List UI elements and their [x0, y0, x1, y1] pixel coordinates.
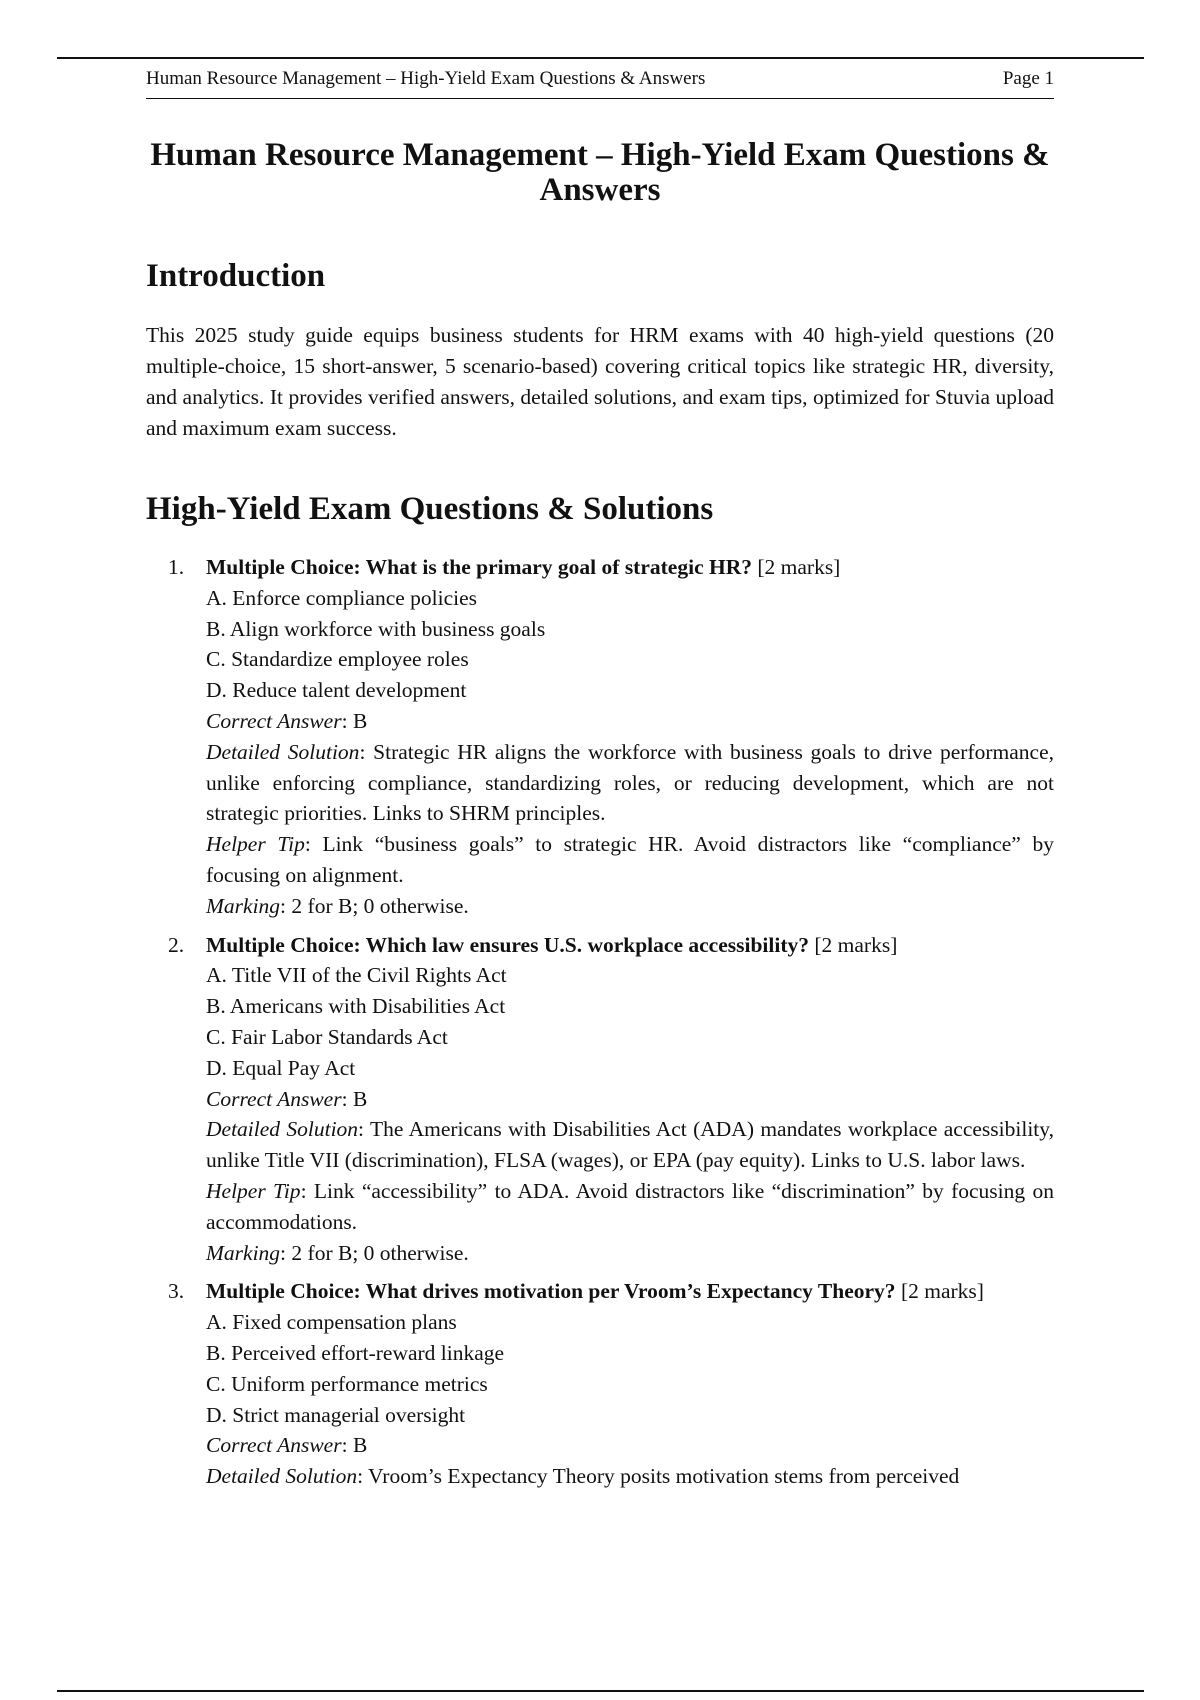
option-b: B. Americans with Disabilities Act: [206, 994, 506, 1019]
introduction-heading: Introduction: [146, 258, 326, 294]
correct-answer-value: B: [352, 1433, 368, 1458]
document-title: Human Resource Management – High-Yield Exam Questions & Answers: [150, 137, 1050, 208]
marking-label: Marking: [206, 893, 281, 918]
option-c: C. Uniform performance metrics: [206, 1371, 488, 1396]
correct-answer-line: Correct Answer: B: [206, 1086, 368, 1111]
tip-label: Helper Tip: [206, 832, 305, 857]
running-header: [146, 68, 1054, 99]
question-item: [146, 930, 1054, 1269]
marking-text: 2 for B; 0 otherwise.: [291, 1240, 469, 1265]
question-marks: [2 marks]: [814, 932, 898, 957]
introduction-paragraph: This 2025 study guide equips business students for HRM exams with 40 high-yield questions (20 multiple-choice, 15 short-answer, 5 scenario-based) covering critical topics like strategic HR, diversity, and analytics. It provides verified answers, detailed solutions, and exam tips, optimized for Stuvia upload and maximum exam success.: [146, 323, 1054, 440]
solution-label: Detailed Solution: [206, 739, 360, 764]
questions-section-heading: High-Yield Exam Questions & Solutions: [146, 491, 714, 527]
question-text: Multiple Choice: What drives motivation per Vroom’s Expectancy Theory?: [206, 1279, 896, 1304]
question-list: [146, 552, 1054, 1500]
tip-text: Link “business goals” to strategic HR. Avoid distractors like “compliance” by focusing on alignment.: [206, 832, 1054, 887]
top-rule: [57, 57, 1144, 59]
question-number: 1.: [168, 555, 185, 579]
option-c: C. Fair Labor Standards Act: [206, 1024, 448, 1049]
question-marks: [2 marks]: [757, 555, 841, 579]
marking-label: Marking: [206, 1240, 281, 1265]
marking-line: Marking: 2 for B; 0 otherwise.: [206, 1240, 469, 1265]
question-text: Multiple Choice: What is the primary goal of strategic HR?: [206, 555, 752, 579]
question-marks: [2 marks]: [900, 1279, 984, 1304]
option-d: D. Equal Pay Act: [206, 1055, 356, 1080]
option-a: A. Enforce compliance policies: [206, 585, 478, 610]
tip-text: Link “accessibility” to ADA. Avoid distractors like “discrimination” by focusing on accommodations.: [206, 1178, 1054, 1234]
correct-answer-label: Correct Answer: [206, 1086, 342, 1111]
tip-line: Helper Tip: Link “business goals” to strategic HR. Avoid distractors like “compliance” by focusing on alignment.: [206, 832, 1054, 887]
question-item: [146, 1276, 1054, 1492]
solution-line: Detailed Solution: Vroom’s Expectancy Theory posits motivation stems from perceived: [206, 1464, 960, 1489]
tip-label: Helper Tip: [206, 1178, 301, 1203]
option-a: A. Fixed compensation plans: [206, 1310, 457, 1335]
question-item: [146, 552, 1054, 922]
bottom-rule: [57, 1690, 1144, 1692]
question-text: Multiple Choice: Which law ensures U.S. workplace accessibility?: [206, 932, 809, 957]
correct-answer-line: Correct Answer: B: [206, 1433, 368, 1458]
running-title: Human Resource Management – High-Yield Exam Questions & Answers: [146, 68, 706, 89]
solution-line: Detailed Solution: The Americans with Disabilities Act (ADA) mandates workplace accessibility, unlike Title VII (discrimination), FLSA (wages), or EPA (pay equity). Links to U.S. labor laws.: [206, 1117, 1054, 1173]
option-d: D. Strict managerial oversight: [206, 1402, 466, 1427]
question-number: 3.: [168, 1279, 185, 1304]
correct-answer-value: B: [352, 708, 368, 733]
option-b: B. Perceived effort-reward linkage: [206, 1340, 505, 1365]
tip-line: Helper Tip: Link “accessibility” to ADA. Avoid distractors like “discrimination” by focusing on accommodations.: [206, 1178, 1054, 1234]
option-a: A. Title VII of the Civil Rights Act: [206, 963, 507, 988]
question-number: 2.: [168, 932, 185, 957]
option-b: B. Align workforce with business goals: [206, 616, 546, 641]
option-d: D. Reduce talent development: [206, 678, 467, 703]
solution-label: Detailed Solution: [206, 1464, 358, 1489]
marking-text: 2 for B; 0 otherwise.: [291, 893, 469, 918]
solution-label: Detailed Solution: [206, 1117, 359, 1142]
marking-line: Marking: 2 for B; 0 otherwise.: [206, 893, 469, 918]
correct-answer-line: Correct Answer: B: [206, 708, 368, 733]
solution-text: The Americans with Disabilities Act (ADA) mandates workplace accessibility, unlike Title VII (discrimination), FLSA (wages), or EPA (pay equity). Links to U.S. labor laws.: [206, 1117, 1054, 1173]
solution-line: Detailed Solution: Strategic HR aligns the workforce with business goals to drive performance, unlike enforcing compliance, standardizing roles, or reducing development, which are not strategic priorities. Links to SHRM principles.: [206, 739, 1054, 826]
correct-answer-label: Correct Answer: [206, 1433, 342, 1458]
solution-text: Vroom’s Expectancy Theory posits motivation stems from perceived: [368, 1464, 960, 1489]
page-number: Page 1: [1002, 68, 1054, 89]
correct-answer-label: Correct Answer: [206, 708, 342, 733]
solution-text: Strategic HR aligns the workforce with business goals to drive performance, unlike enforcing compliance, standardizing roles, or reducing development, which are not strategic priorities. Links to SHRM principles.: [206, 739, 1054, 826]
option-c: C. Standardize employee roles: [206, 647, 469, 672]
correct-answer-value: B: [352, 1086, 368, 1111]
